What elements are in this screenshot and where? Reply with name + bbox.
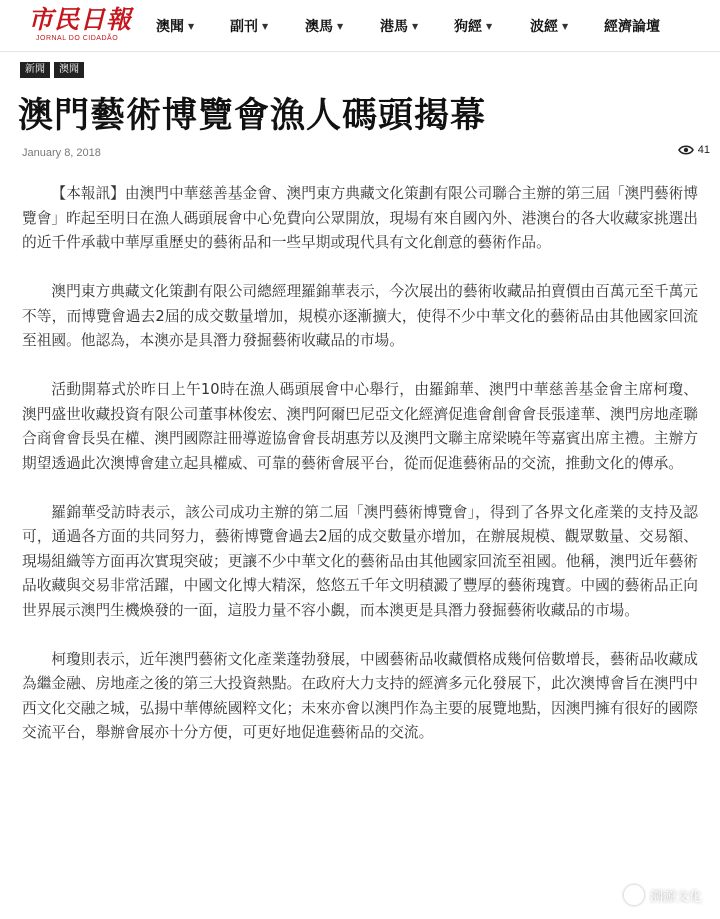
chevron-down-icon: ▼ (562, 21, 569, 31)
nav-item-greyhound[interactable]: 狗經 ▼ (454, 19, 493, 35)
nav-item-supplement[interactable]: 副刊 ▼ (230, 19, 269, 35)
article-body (22, 182, 698, 770)
chevron-down-icon: ▼ (188, 21, 195, 31)
article-title: 澳門藝術博覽會漁人碼頭揭幕 (18, 95, 487, 136)
logo-text: 市民日報 (28, 5, 133, 34)
main-nav (156, 14, 660, 38)
chevron-down-icon: ▼ (486, 21, 493, 31)
nav-item-macau-racing[interactable]: 澳馬 ▼ (305, 19, 344, 35)
chevron-down-icon: ▼ (262, 21, 269, 31)
category-tags (20, 62, 84, 78)
publish-date: January 8, 2018 (22, 147, 101, 159)
chevron-down-icon: ▼ (337, 21, 344, 31)
site-logo[interactable] (28, 6, 138, 48)
paragraph: 澳門東方典藏文化策劃有限公司總經理羅錦華表示，今次展出的藝術收藏品拍賣價由百萬元至千萬元不等，而博覽會過去2屆的成交數量增加，規模亦逐漸擴大，使得不少中華文化的藝術品由其他國家回流至祖國。他認為，本澳亦是具潛力發掘藝術收藏品的市場。 (22, 283, 698, 349)
view-count (678, 144, 710, 156)
watermark-logo-icon (624, 885, 644, 905)
tag-macau-news[interactable]: 澳聞 (54, 62, 84, 78)
eye-icon (678, 145, 694, 155)
nav-item-economic-forum[interactable]: 經濟論壇 (604, 19, 660, 35)
nav-item-macau-news[interactable]: 澳聞 ▼ (156, 19, 195, 35)
paragraph: 柯瓊則表示，近年澳門藝術文化產業蓬勃發展，中國藝術品收藏價格成幾何倍數增長，藝術品收藏成為繼金融、房地產之後的第三大投資熱點。在政府大力支持的經濟多元化發展下，此次澳博會旨在澳門中西文化交融之城，弘揚中華傳統國粹文化；未來亦會以澳門作為主要的展覽地點，因澳門擁有很好的國際交流平台，舉辦會展亦十分方便，可更好地促進藝術品的交流。 (22, 650, 698, 741)
nav-item-hk-racing[interactable]: 港馬 ▼ (380, 19, 419, 35)
view-count-value: 41 (697, 144, 710, 156)
watermark-text: 溯源文化 (649, 889, 702, 905)
paragraph: 【本報訊】由澳門中華慈善基金會、澳門東方典藏文化策劃有限公司聯合主辦的第三屆「澳門藝術博覽會」昨起至明日在漁人碼頭展會中心免費向公眾開放，現場有來自國內外、港澳台的各大收藏家挑選出的近千件承載中華厚重歷史的藝術品和一些早期或現代具有文化創意的藝術作品。 (22, 185, 698, 251)
tag-news[interactable]: 新聞 (20, 62, 50, 78)
site-header (0, 0, 720, 52)
chevron-down-icon: ▼ (412, 21, 419, 31)
watermark (624, 885, 702, 905)
paragraph: 羅錦華受訪時表示，該公司成功主辦的第二屆「澳門藝術博覽會」，得到了各界文化產業的支持及認可，通過各方面的共同努力，藝術博覽會過去2屆的成交數量亦增加，在辦展規模、觀眾數量、交易額、現場組織等方面再次實現突破；更讓不少中華文化的藝術品由其他國家回流至祖國。他稱，澳門近年藝術品收藏與交易非常活躍，中國文化博大精深，悠悠五千年文明積澱了豐厚的藝術瑰寶。中國的藝術品正向世界展示澳門生機煥發的一面，這股力量不容小覷，而本澳更是具潛力發掘藝術收藏品的市場。 (22, 503, 698, 619)
paragraph: 活動開幕式於昨日上午10時在漁人碼頭展會中心舉行，由羅錦華、澳門中華慈善基金會主席柯瓊、澳門盛世收藏投資有限公司董事林俊宏、澳門阿爾巴尼亞文化經濟促進會創會會長張達華、澳門房地產聯合商會會長吳在權、澳門國際註冊導遊協會會長胡惠芳以及澳門文聯主席梁曉年等嘉賓出席主禮。主辦方期望透過此次澳博會建立起具權威、可靠的藝術會展平台，從而促進藝術品的交流，推動文化的傳承。 (22, 381, 698, 472)
logo-subtitle: JORNAL DO CIDADÃO (36, 35, 119, 42)
nav-item-football[interactable]: 波經 ▼ (530, 19, 569, 35)
